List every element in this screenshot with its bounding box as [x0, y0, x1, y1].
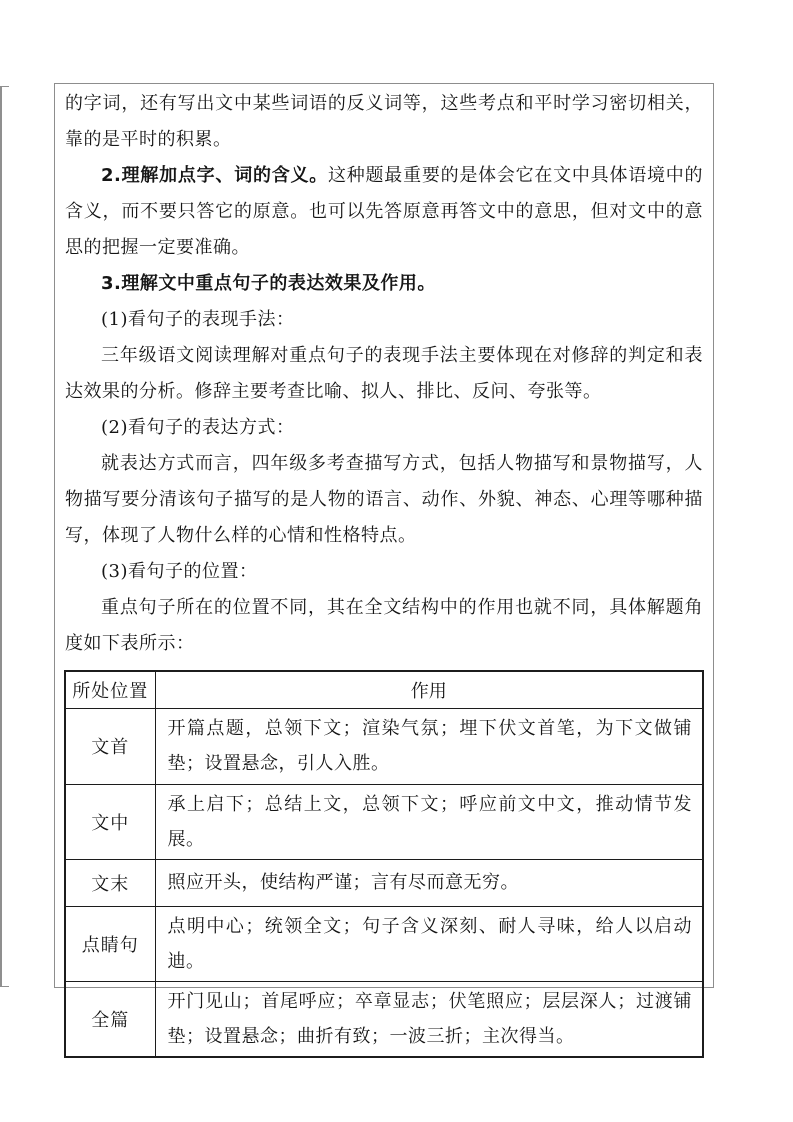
table-cell-position: 文中 — [65, 784, 155, 859]
paragraph — [65, 554, 703, 590]
bold-heading-run: 2.理解加点字、词的含义。 — [101, 165, 329, 186]
table-cell-position: 文首 — [65, 708, 155, 784]
table-header-position: 所处位置 — [65, 671, 155, 708]
paragraph — [65, 302, 703, 338]
text-run: (3)看句子的位置： — [101, 561, 258, 582]
text-run: 三年级语文阅读理解对重点句子的表现手法主要体现在对修辞的判定和表达效果的分析。修辞主要考查比喻、拟人、排比、反问、夸张等。 — [65, 345, 703, 402]
paragraph — [65, 86, 703, 158]
table-cell-effect: 开篇点题，总领下文；渲染气氛；埋下伏文首笔，为下文做铺垫；设置悬念，引人入胜。 — [155, 708, 703, 784]
paragraph — [65, 410, 703, 446]
table-row — [65, 981, 703, 1057]
paragraph — [65, 446, 703, 554]
paragraph — [65, 590, 703, 662]
table-row — [65, 784, 703, 859]
bold-heading-run: 3.理解文中重点句子的表达效果及作用。 — [101, 273, 436, 294]
table-cell-position: 文末 — [65, 859, 155, 906]
table-row — [65, 906, 703, 981]
table-cell-effect: 照应开头，使结构严谨；言有尽而意无穷。 — [155, 859, 703, 906]
adjacent-page-edge-artifact — [0, 86, 2, 987]
table-cell-position: 点睛句 — [65, 906, 155, 981]
table-row — [65, 859, 703, 906]
sentence-position-table — [64, 670, 704, 1058]
table-row — [65, 708, 703, 784]
table-header-row — [65, 671, 703, 708]
table-cell-effect: 点明中心；统领全文；句子含义深刻、耐人寻味，给人以启动迪。 — [155, 906, 703, 981]
table-cell-effect: 承上启下；总结上文，总领下文；呼应前文中文，推动情节发展。 — [155, 784, 703, 859]
text-run: 就表达方式而言，四年级多考查描写方式，包括人物描写和景物描写，人物描写要分清该句子描写的是人物的语言、动作、外貌、神态、心理等哪种描写，体现了人物什么样的心情和性格特点。 — [65, 453, 703, 546]
content-frame — [54, 83, 714, 1047]
text-run: (2)看句子的表达方式： — [101, 417, 295, 438]
text-run: (1)看句子的表现手法： — [101, 309, 295, 330]
table-cell-position: 全篇 — [65, 981, 155, 1057]
paragraph-block — [65, 86, 703, 662]
text-run: 的字词，还有写出文中某些词语的反义词等，这些考点和平时学习密切相关，靠的是平时的积累。 — [65, 93, 703, 150]
paragraph — [65, 158, 703, 266]
paragraph — [65, 338, 703, 410]
table-header-effect: 作用 — [155, 671, 703, 708]
table-cell-effect: 开门见山；首尾呼应；卒章显志；伏笔照应；层层深人；过渡铺垫；设置悬念；曲折有致；一波三折；主次得当。 — [155, 981, 703, 1057]
text-run: 这种题最重要的是体会它在文中具体语境中的含义，而不要只答它的原意。也可以先答原意再答文中的意思，但对文中的意思的把握一定要准确。 — [65, 165, 703, 258]
paragraph — [65, 266, 703, 302]
text-run: 重点句子所在的位置不同，其在全文结构中的作用也就不同，具体解题角度如下表所示： — [65, 597, 703, 654]
